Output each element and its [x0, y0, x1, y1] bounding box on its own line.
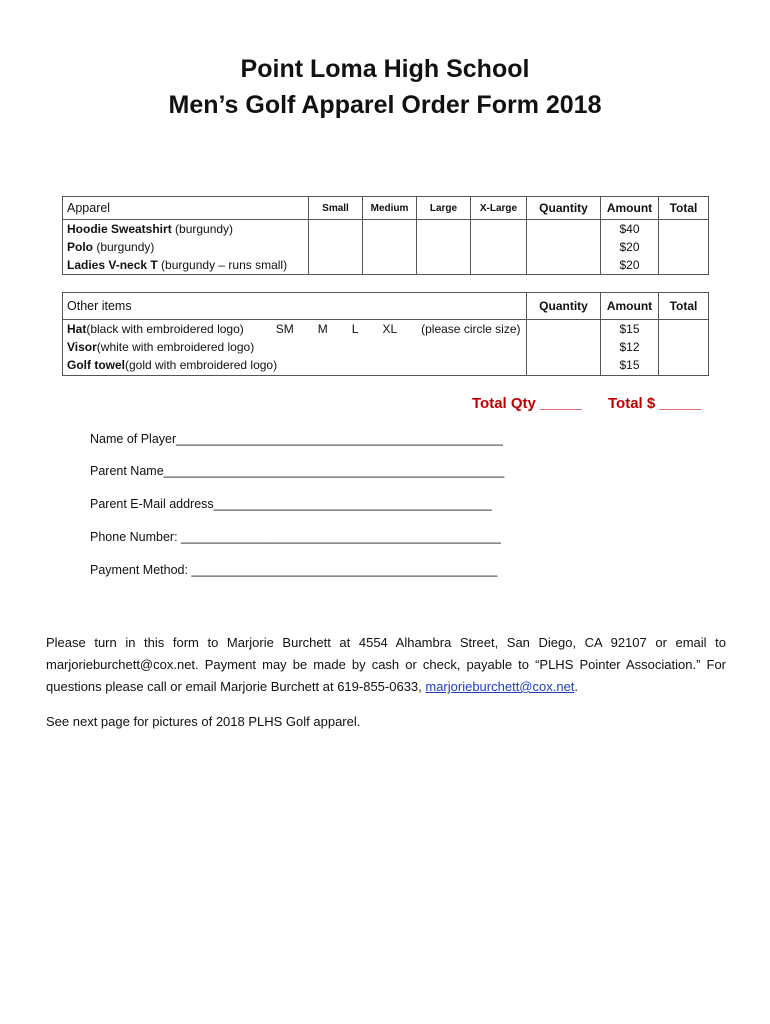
list-item: Visor (white with embroidered logo)	[67, 340, 255, 354]
total-entry[interactable]	[659, 220, 709, 275]
other-items	[63, 320, 527, 376]
form-title-line1: Point Loma High School	[240, 55, 530, 83]
amount-column: $40 $20 $20	[601, 220, 659, 275]
small-header: Small	[309, 197, 363, 220]
quantity-entry[interactable]	[527, 220, 601, 275]
large-entry[interactable]	[417, 220, 471, 275]
quantity-header: Quantity	[527, 293, 601, 320]
phone-number-field[interactable]: Phone Number: ______________________________________________	[90, 530, 501, 544]
list-item: Golf towel (gold with embroidered logo)	[67, 358, 278, 372]
quantity-header: Quantity	[527, 197, 601, 220]
total-entry[interactable]	[659, 320, 709, 376]
total-header: Total	[659, 197, 709, 220]
next-page-note: See next page for pictures of 2018 PLHS Golf apparel.	[46, 714, 361, 729]
parent-name-field[interactable]: Parent Name_________________________________________________	[90, 464, 505, 478]
large-header: Large	[417, 197, 471, 220]
medium-entry[interactable]	[363, 220, 417, 275]
amount-header: Amount	[601, 197, 659, 220]
total-dollars-field[interactable]: Total $ _____	[608, 395, 702, 412]
other-items-table	[62, 292, 709, 376]
parent-email-field[interactable]: Parent E-Mail address________________________________________	[90, 497, 492, 511]
list-item: Ladies V-neck T (burgundy – runs small)	[67, 258, 288, 272]
hat-size-options[interactable]: SM M L XL	[275, 322, 398, 336]
other-items-header: Other items	[63, 293, 527, 320]
medium-header: Medium	[363, 197, 417, 220]
email-link[interactable]: marjorieburchett@cox.net	[425, 679, 575, 694]
amount-header: Amount	[601, 293, 659, 320]
list-item: Polo (burgundy)	[67, 240, 155, 254]
xlarge-header: X-Large	[471, 197, 527, 220]
xlarge-entry[interactable]	[471, 220, 527, 275]
apparel-header: Apparel	[63, 197, 309, 220]
quantity-entry[interactable]	[527, 320, 601, 376]
small-entry[interactable]	[309, 220, 363, 275]
instructions-paragraph: Please turn in this form to Marjorie Burchett at 4554 Alhambra Street, San Diego, CA 92107 or email to marjorieburchett@cox.net. Payment may be made by cash or check, payable to “PLHS Pointer Association.” For questions please call or email Marjorie Burchett at 619-855-0633, marjorieburchett@cox.net.	[46, 635, 726, 694]
amount-column: $15 $12 $15	[601, 320, 659, 376]
payment-method-field[interactable]: Payment Method: ____________________________________________	[90, 563, 498, 577]
hat-size-note: (please circle size)	[421, 322, 521, 336]
total-header: Total	[659, 293, 709, 320]
total-qty-field[interactable]: Total Qty _____	[472, 395, 582, 412]
list-item: Hoodie Sweatshirt (burgundy)	[67, 222, 234, 236]
list-item: Hat (black with embroidered logo) SM M L XL (please circle size)	[67, 322, 521, 336]
apparel-items	[63, 220, 309, 275]
player-name-field[interactable]: Name of Player_______________________________________________	[90, 432, 503, 446]
form-title-line2: Men’s Golf Apparel Order Form 2018	[168, 91, 602, 119]
apparel-table	[62, 196, 709, 275]
